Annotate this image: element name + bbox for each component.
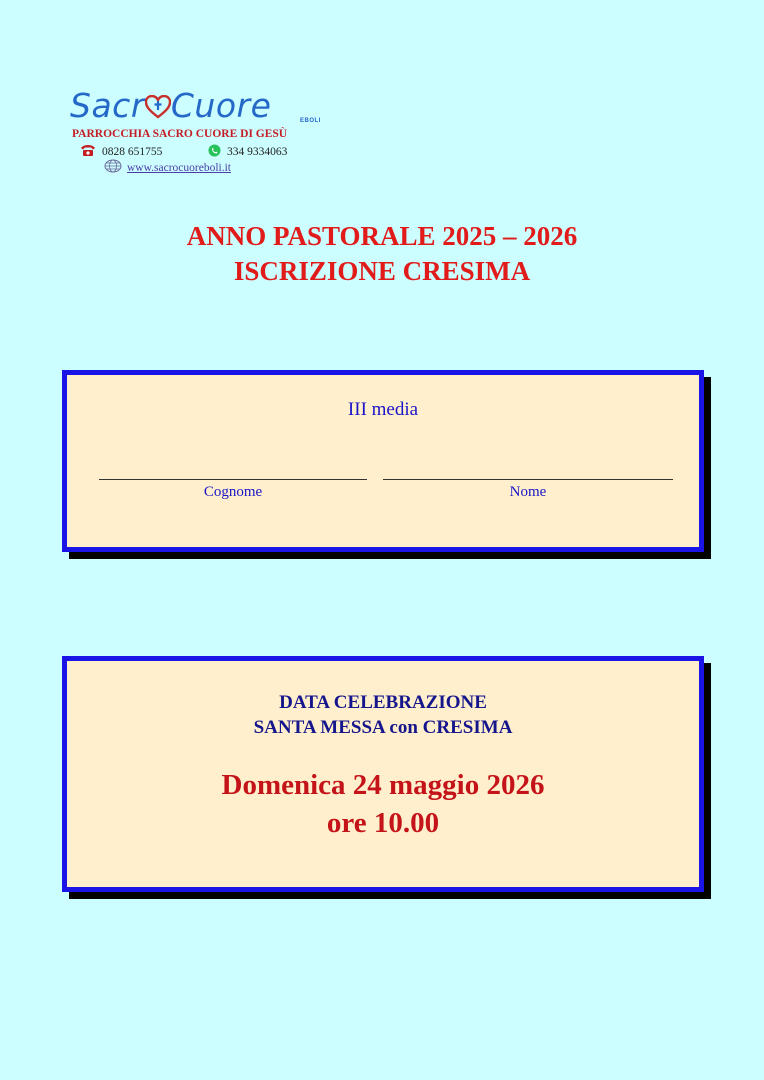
- phone-number: 0828 651755: [102, 145, 163, 158]
- celebration-time: ore 10.00: [326, 807, 440, 839]
- logo-text-a: Sacr: [70, 86, 145, 125]
- celebration-heading-1: DATA CELEBRAZIONE: [279, 692, 487, 713]
- celebration-date: Domenica 24 maggio 2026: [221, 769, 545, 801]
- parish-logo: [68, 86, 348, 176]
- class-label: III media: [347, 399, 419, 420]
- logo-text-b: Cuore: [170, 86, 272, 125]
- surname-caption: Cognome: [203, 484, 263, 500]
- website-contact: [104, 159, 231, 176]
- surname-field[interactable]: [99, 479, 367, 501]
- logo-subtitle: EBOLI: [300, 118, 321, 124]
- website-link[interactable]: www.sacrocuoreboli.it: [127, 161, 231, 174]
- globe-icon: [104, 159, 122, 176]
- name-field[interactable]: [383, 479, 673, 501]
- surname-line: [99, 479, 367, 480]
- whatsapp-icon: [208, 144, 221, 160]
- logo-wordmark: [70, 86, 271, 125]
- name-caption: Nome: [509, 484, 547, 500]
- celebration-heading-2: SANTA MESSA con CRESIMA: [253, 717, 513, 738]
- whatsapp-contact: [208, 144, 287, 160]
- whatsapp-number: 334 9334063: [227, 146, 288, 158]
- parish-name: PARROCCHIA SACRO CUORE DI GESÙ: [72, 128, 288, 140]
- title-line-2: ISCRIZIONE CRESIMA: [233, 256, 531, 286]
- celebration-box: [62, 656, 704, 892]
- heart-cross-icon: [145, 88, 171, 112]
- telephone-icon: [80, 144, 96, 159]
- name-line: [383, 479, 673, 480]
- registration-box: [62, 370, 704, 552]
- phone-contact: [80, 144, 162, 159]
- title-line-1: ANNO PASTORALE 2025 – 2026: [186, 221, 578, 251]
